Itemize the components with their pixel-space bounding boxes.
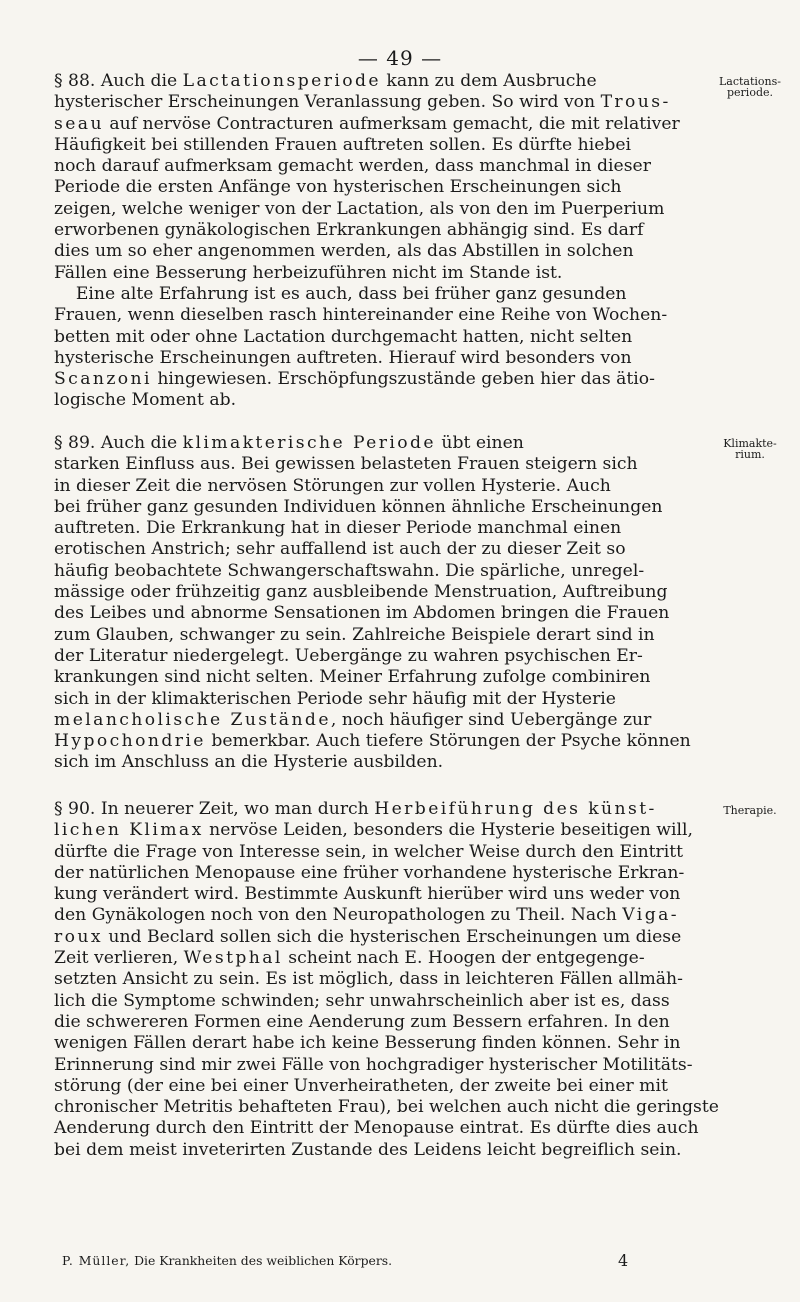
line-text: sich im Anschluss an die Hysterie ausbilden. [54,752,444,773]
line-text: setzten Ansicht zu sein. Es ist möglich, dass in leichteren Fällen allmäh- [54,969,683,990]
text-line [54,199,664,220]
line-text: wenigen Fällen derart habe ich keine Besserung finden können. Sehr in [54,1033,681,1054]
text-line [54,1011,670,1033]
line-text: noch darauf aufmerksam gemacht werden, dass manchmal in dieser [54,156,651,177]
text-line [54,969,683,990]
text-line [54,1097,719,1118]
line-text: , noch häufiger sind Uebergänge zur [330,709,652,730]
line-text: hysterische Erscheinungen auftreten. Hierauf wird besonders von [54,347,632,368]
emphasized-text: Viga- [622,905,679,926]
text-line [54,905,679,926]
line-text: starken Einfluss aus. Bei gewissen belasteten Frauen steigern sich [54,454,638,475]
line-text: der natürlichen Menopause eine früher vorhandene hysterische Erkran- [54,862,685,883]
text-line [54,1075,668,1097]
text-line [54,1054,693,1076]
text-line [54,433,664,454]
signature-mark: 4 [618,1251,629,1270]
text-line [54,799,664,820]
text-line [54,884,681,905]
margin-note-therapie [712,805,788,816]
line-text: sich in der klimakterischen Periode sehr häufig mit der Hysterie [54,688,616,709]
text-line [54,752,664,773]
text-line [54,731,691,752]
line-text: den Gynäkologen noch von den Neuropathologen zu Theil. Nach [54,905,623,926]
line-text: Fällen eine Besserung herbeizuführen nicht im Stande ist. [54,262,563,283]
line-text: zeigen, welche weniger von der Lactation, als von den im Puerperium [54,198,665,219]
line-text: übt einen [435,433,524,453]
line-text: lich die Symptome schwinden; sehr unwahrscheinlich aber ist es, dass [54,990,670,1011]
footer-author: P. Müller, [62,1253,131,1268]
text-line [54,1139,682,1161]
line-text: krankungen sind nicht selten. Meiner Erfahrung zufolge combiniren [54,667,651,688]
line-text: zum Glauben, schwanger zu sein. Zahlreiche Beispiele derart sind in [54,624,655,645]
margin-note-line: Lactations- [718,75,781,88]
emphasized-text: Scanzoni [54,369,152,390]
page-footer [62,1253,662,1268]
text-line [54,667,664,688]
emphasized-text: klimakterische Periode [182,433,436,453]
line-text: bei früher ganz gesunden Individuen können ähnliche Erscheinungen [54,496,663,517]
emphasized-text: Lactationsperiode [182,71,381,91]
emphasized-text: roux [54,926,103,947]
footer-title: Die Krankheiten des weiblichen Körpers. [130,1253,393,1268]
line-text: kung verändert wird. Bestimmte Auskunft hierüber wird uns weder von [54,884,681,905]
line-text: hingewiesen. Erschöpfungszustände geben hier das ätio- [151,369,655,390]
emphasized-text: Hypochondrie [54,731,206,752]
text-line [54,497,664,518]
emphasized-text: lichen Klimax [54,820,204,841]
text-line [54,305,668,326]
paragraph-88 [54,71,680,412]
text-line [54,1118,699,1139]
margin-note-lactation [712,76,788,98]
line-text: kann zu dem Ausbruche [380,71,597,91]
line-text: Eine alte Erfahrung ist es auch, dass bei früher ganz gesunden [54,283,627,304]
line-text: § 88. Auch die [54,71,183,91]
line-text: Erinnerung sind mir zwei Fälle von hochgradiger hysterischer Motilitäts- [54,1054,693,1075]
line-text: dürfte die Frage von Interesse sein, in welcher Weise durch den Eintritt [54,841,684,862]
margin-note-line: periode. [727,86,773,99]
line-text: chronischer Metritis behafteten Frau), bei welchen auch nicht die geringste [54,1097,719,1118]
text-line [54,841,684,863]
line-text: des Leibes und abnorme Sensationen im Abdomen bringen die Frauen [54,603,670,624]
line-text: in dieser Zeit die nervösen Störungen zur vollen Hysterie. Auch [54,475,611,496]
text-line [54,518,664,539]
text-line [54,263,664,284]
text-line [54,135,664,156]
text-line [54,177,664,198]
text-line [54,862,685,884]
line-text: betten mit oder ohne Lactation durchgemacht hatten, nicht selten [54,326,633,347]
margin-note-klimakterium [712,438,788,460]
line-text: Zeit verlieren, [54,948,184,969]
line-text: dies um so eher angenommen werden, als das Abstillen in solchen [54,241,634,262]
line-text: erworbenen gynäkologischen Erkrankungen abhängig sind. Es darf [54,220,644,241]
text-line [54,284,664,305]
text-line [54,948,664,969]
emphasized-text: Westphal [183,948,283,969]
text-line [54,454,664,475]
line-text: logische Moment ab. [54,390,237,411]
text-line [54,710,664,731]
text-line [54,990,670,1012]
line-text: der Literatur niedergelegt. Uebergänge zu wahren psychischen Er- [54,645,643,666]
line-text: störung (der eine bei einer Unverheiratheten, der zweite bei einer mit [54,1075,668,1096]
text-line [54,327,664,348]
text-line [54,156,664,177]
line-text: bei dem meist inveterirten Zustande des Leidens leicht begreiflich sein. [54,1139,682,1160]
line-text: erotischen Anstrich; sehr auffallend ist auch der zu dieser Zeit so [54,539,626,560]
line-text: und Beclard sollen sich die hysterischen Erscheinungen um diese [102,926,682,947]
text-line [54,71,664,92]
emphasized-text: Trous- [600,92,671,113]
line-text: § 89. Auch die [54,433,183,453]
margin-note-line: rium. [735,448,765,461]
line-text: häufig beobachtete Schwangerschaftswahn. Die spärliche, unregel- [54,560,645,581]
paragraph-89 [54,433,691,774]
line-text: Häufigkeit bei stillenden Frauen auftreten sollen. Es dürfte hiebei [54,134,632,155]
emphasized-text: melancholische Zustände [54,709,331,730]
line-text: die schwereren Formen eine Aenderung zum Bessern erfahren. In den [54,1011,670,1032]
text-line [54,113,680,135]
line-text: Frauen, wenn dieselben rasch hintereinander eine Reihe von Wochen- [54,305,668,326]
text-line [54,689,664,710]
text-line [54,476,664,497]
text-line [54,561,664,582]
text-line [54,603,670,624]
text-line [54,369,664,390]
text-line [54,539,664,560]
line-text: nervöse Leiden, besonders die Hysterie beseitigen will, [203,820,693,841]
text-line [54,390,664,411]
text-line [54,926,682,948]
emphasized-text: Herbeiführung des künst- [374,799,657,819]
line-text: mässige oder frühzeitig ganz ausbleibende Menstruation, Auftreibung [54,582,668,603]
text-line [54,241,664,262]
margin-note-line: Klimakte- [723,437,777,450]
text-line [54,348,664,369]
text-line [54,820,693,841]
paragraph-90 [54,799,719,1161]
emphasized-text: seau [54,113,104,134]
line-text: Periode die ersten Anfänge von hysterischen Erscheinungen sich [54,177,622,198]
line-text: § 90. In neuerer Zeit, wo man durch [54,799,375,819]
margin-note-line: Therapie. [723,804,777,817]
text-line [54,220,664,241]
line-text: auf nervöse Contracturen aufmerksam gemacht, die mit relativer [103,113,680,134]
text-line [54,92,671,113]
line-text: bemerkbar. Auch tiefere Störungen der Psyche können [205,731,691,752]
text-line [54,582,668,603]
line-text: Aenderung durch den Eintritt der Menopause eintrat. Es dürfte dies auch [54,1118,699,1139]
line-text: hysterischer Erscheinungen Veranlassung geben. So wird von [54,92,601,113]
line-text: auftreten. Die Erkrankung hat in dieser Periode manchmal einen [54,518,622,539]
line-text: scheint nach E. Hoogen der entgegenge- [282,948,645,969]
text-line [54,625,664,646]
text-line [54,646,664,667]
text-line [54,1033,681,1054]
page-number: — 49 — [357,46,443,70]
